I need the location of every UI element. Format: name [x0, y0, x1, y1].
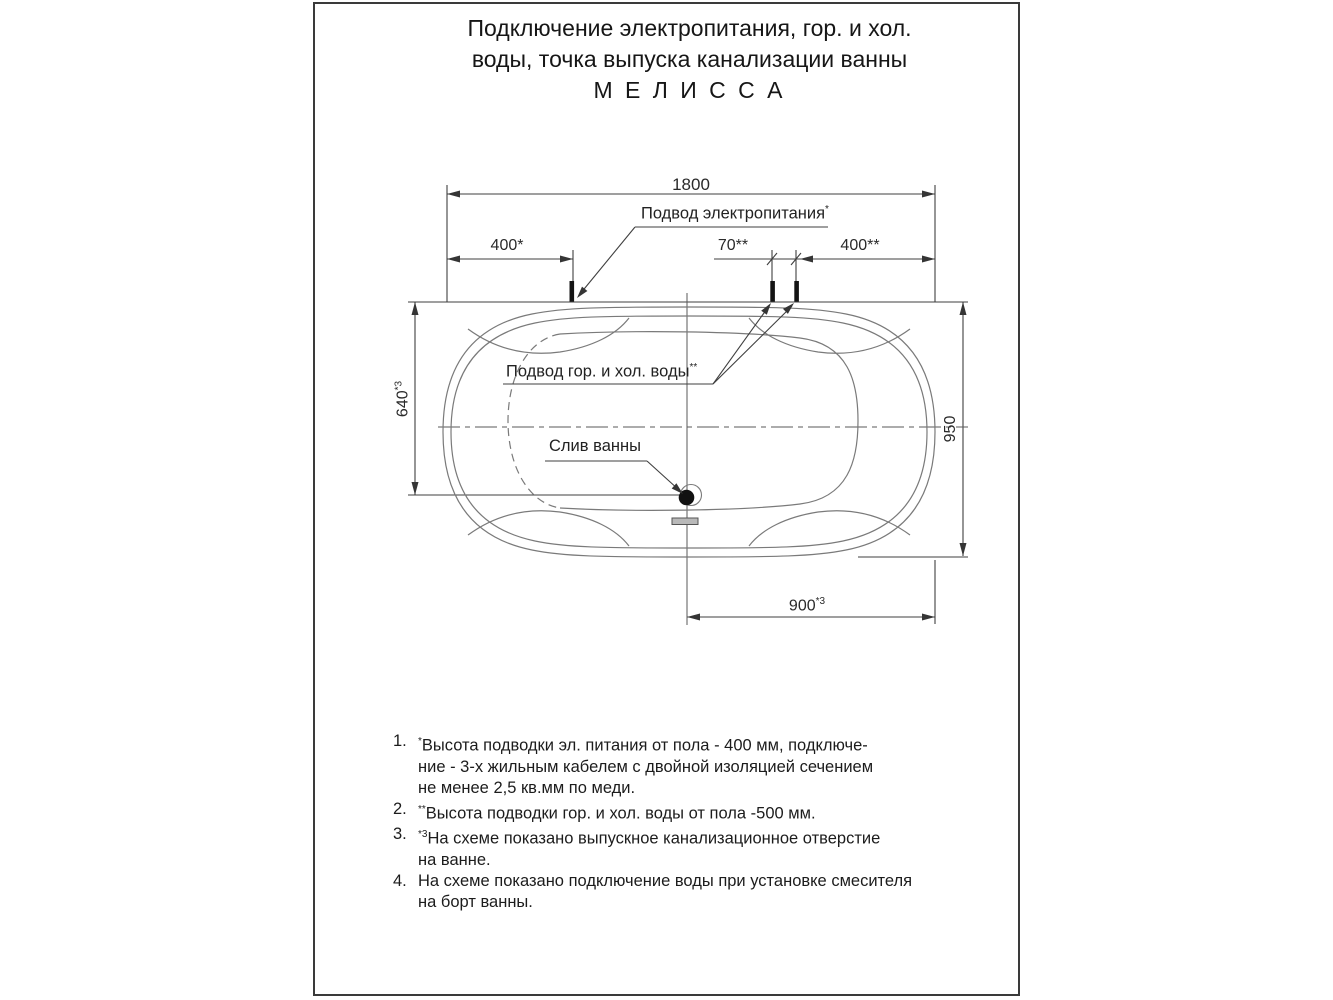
- leader-arrows: [577, 287, 794, 494]
- title-line-3: М Е Л И С С А: [593, 77, 786, 103]
- dim-overall-width: 950: [942, 415, 959, 443]
- note-line: **Высота подводки гор. и хол. воды от пола -500 мм.: [418, 803, 816, 822]
- title-line-1: Подключение электропитания, гор. и хол.: [467, 15, 912, 41]
- note-line: ние - 3-х жильным кабелем с двойной изоляцией сечением: [418, 757, 874, 776]
- note-item-4: [393, 871, 953, 913]
- overflow-symbol: [672, 518, 698, 525]
- dim-water-offset: 400**: [840, 237, 880, 254]
- power-connection-tick: [570, 281, 575, 302]
- note-number: 4.: [393, 871, 407, 890]
- note-number: 1.: [393, 732, 407, 750]
- bathtub-basin-hidden-edge: [508, 334, 560, 508]
- dimension-arrows: [412, 191, 967, 621]
- connection-points: [570, 281, 799, 525]
- note-item-1: [393, 731, 953, 799]
- note-line: $^{*3}$На схеме показано выпускное канализационное отверстие: [418, 829, 881, 848]
- power-supply-label: Подвод электропитания*: [641, 204, 829, 223]
- notes-list: [393, 731, 953, 913]
- title-line-2: воды, точка выпуска канализации ванны: [471, 46, 908, 72]
- dim-drain-from-top-edge: 640$^{*3}$: [393, 380, 412, 418]
- bathtub-basin: [560, 332, 858, 511]
- note-line: на ванне.: [418, 850, 491, 869]
- dim-drain-from-end-sup: *3: [815, 596, 826, 607]
- drawing-title: [336, 13, 1043, 106]
- note-line: *Высота подводки эл. питания от пола - 400 мм, подключе-: [418, 736, 868, 755]
- note-item-2: [393, 799, 953, 825]
- drain-label: Слив ванны: [549, 437, 641, 455]
- dim-power-offset: 400*: [490, 237, 524, 254]
- dim-drain-from-top-edge-sup: *3: [393, 380, 405, 391]
- dim-water-pipe-spacing: 70**: [717, 237, 749, 254]
- dim-drain-from-end: 900$^{*3}$: [788, 596, 826, 615]
- water-supply-label: Подвод гор. и хол. воды**: [506, 362, 698, 381]
- dim-overall-length: 1800: [672, 175, 710, 194]
- bathtub-inner-rim: [451, 316, 927, 548]
- note-number: 3.: [393, 825, 407, 843]
- note-line: На схеме показано подключение воды при установке смесителя: [418, 871, 913, 890]
- note-number: 2.: [393, 799, 407, 818]
- note-line: не менее 2,5 кв.мм по меди.: [418, 778, 636, 797]
- hot-water-connection-tick: [770, 281, 775, 302]
- note-item-3: [393, 824, 953, 871]
- note-line: на борт ванны.: [418, 892, 533, 911]
- cold-water-connection-tick: [794, 281, 799, 302]
